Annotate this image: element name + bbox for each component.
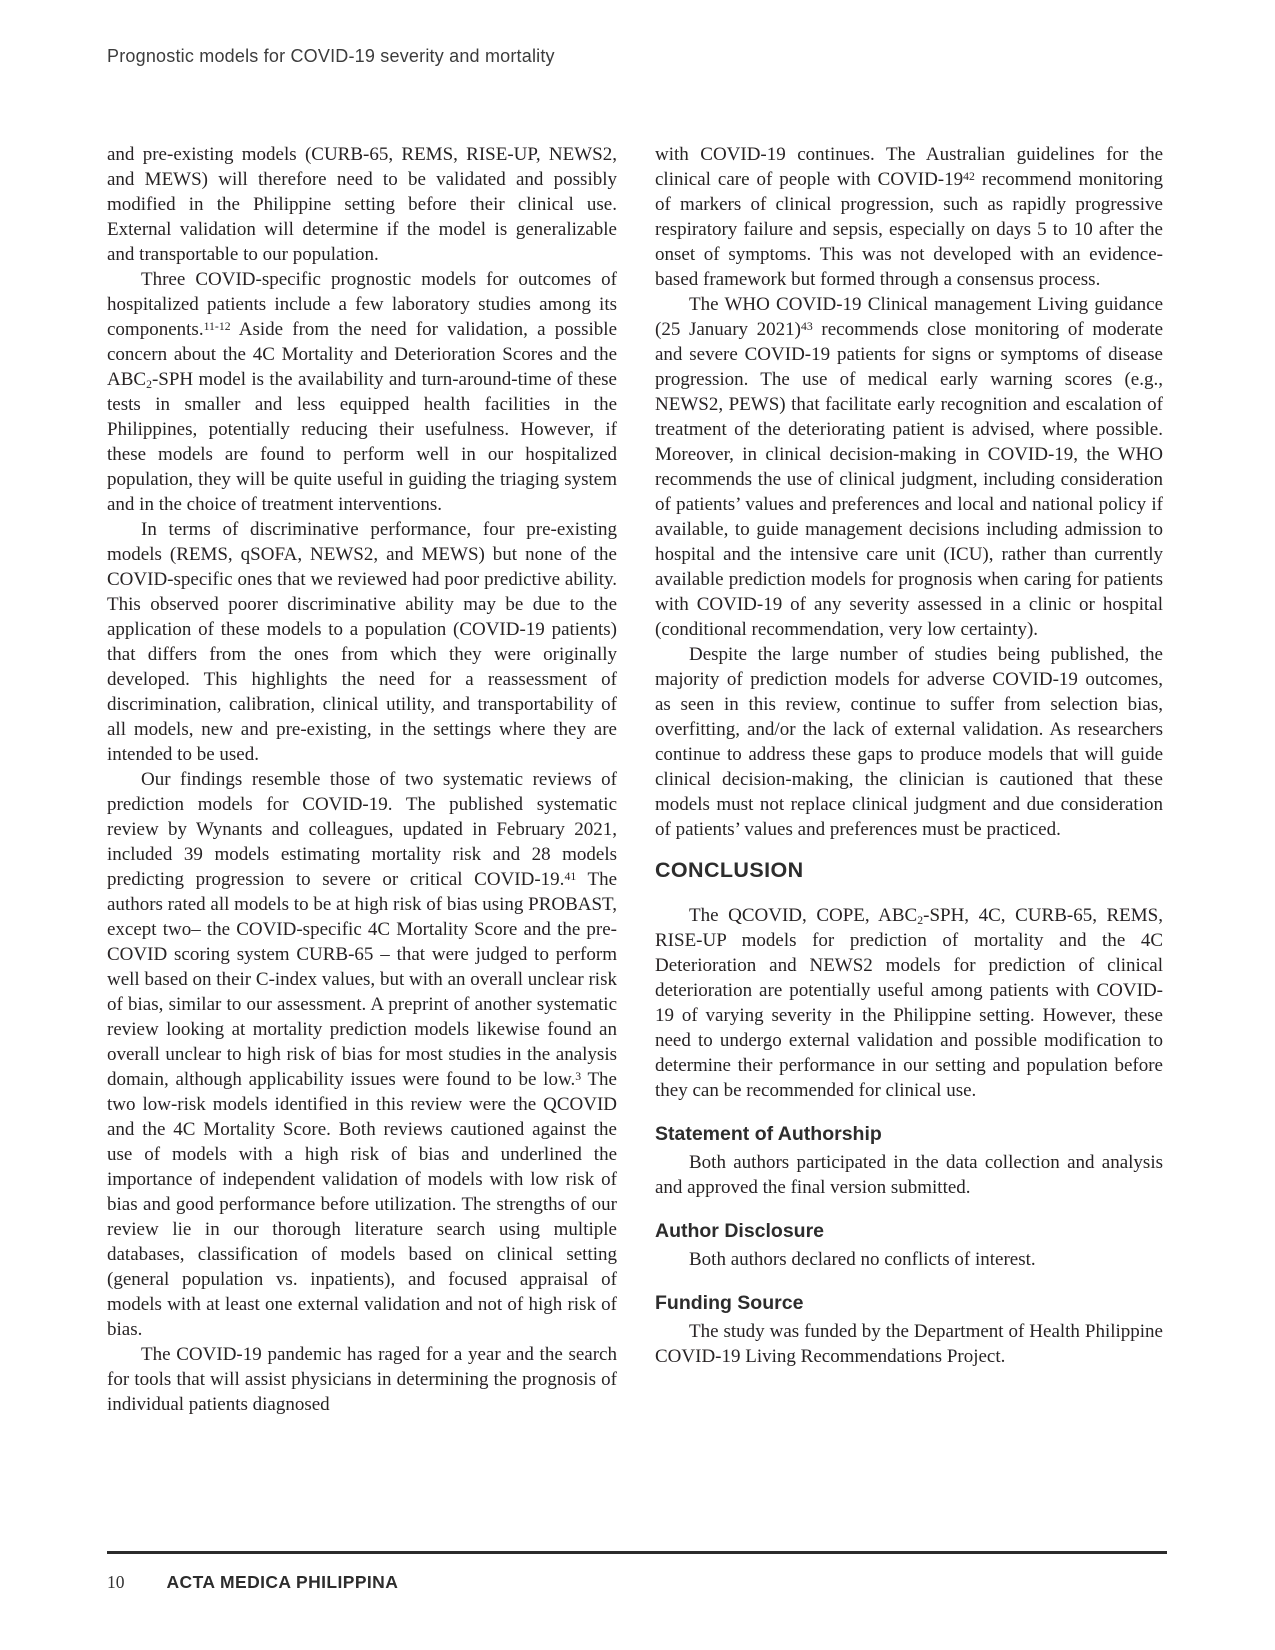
footer-rule <box>107 1551 1167 1554</box>
body-paragraph: Both authors participated in the data collection and analysis and approved the final version submitted. <box>655 1152 1163 1198</box>
heading-author-disclosure: Author Disclosure <box>655 1220 825 1242</box>
body-paragraph: The QCOVID, COPE, $ABC_2$-SPH, 4C, CURB-65, REMS, RISE-UP models for prediction of mortality and the 4C Deterioration and NEWS2 models for prediction of clinical deterioration are potentially useful among patients with COVID-19 of varying severity in the Philippine setting. However, these need to undergo external validation and possible modification to determine their performance in our setting and population before they can be recommended for clinical use. <box>655 905 1163 1101</box>
citation-superscript: 41 <box>564 869 577 883</box>
left-column <box>107 142 617 1417</box>
heading-conclusion: CONCLUSION <box>655 858 804 882</box>
chemical-subscript: 2 <box>917 913 924 927</box>
page-footer <box>107 1572 398 1593</box>
body-paragraph: The study was funded by the Department of Health Philippine COVID-19 Living Recommendations Project. <box>655 1321 1163 1367</box>
citation-superscript: 42 <box>963 169 975 183</box>
right-column <box>655 142 1163 1369</box>
journal-name: ACTA MEDICA PHILIPPINA <box>166 1572 399 1592</box>
body-paragraph: Our findings resemble those of two systematic reviews of prediction models for COVID-19. The published systematic review by Wynants and colleagues, updated in February 2021, included 39 models estimating mortality risk and 28 models predicting progression to severe or critical COVID-19.41 The authors rated all models to be at high risk of bias using PROBAST, except two– the COVID-specific 4C Mortality Score and the pre-COVID scoring system CURB-65 – that were judged to perform well based on their C-index values, but with an overall unclear risk of bias, similar to our assessment. A preprint of another systematic review looking at mortality prediction models likewise found an overall unclear to high risk of bias for most studies in the analysis domain, although applicability issues were found to be low.$^3$ The two low-risk models identified in this review were the QCOVID and the 4C Mortality Score. Both reviews cautioned against the use of models with a high risk of bias and underlined the importance of independent validation of models with low risk of bias and good performance before utilization. The strengths of our review lie in our thorough literature search using multiple databases, classification of models based on clinical setting (general population vs. inpatients), and focused appraisal of models with at least one external validation and not of high risk of bias. <box>107 769 618 1340</box>
body-paragraph: and pre-existing models (CURB-65, REMS, RISE-UP, NEWS2, and MEWS) will therefore need to be validated and possibly modified in the Philippine setting before their clinical use. External validation will determine if the model is generalizable and transportable to our population. <box>107 144 617 265</box>
citation-superscript: 3 <box>575 1069 582 1083</box>
body-paragraph: with COVID-19 continues. The Australian guidelines for the clinical care of people with COVID-$19^{42}$ recommend monitoring of markers of clinical progression, such as rapidly progressive respiratory failure and sepsis, especially on days 5 to 10 after the onset of symptoms. This was not developed with an evidence-based framework but formed through a consensus process. <box>655 144 1163 290</box>
body-paragraph: The WHO COVID-19 Clinical management Living guidance (25 January 2021)$^{43}$ recommends close monitoring of moderate and severe COVID-19 patients for signs or symptoms of disease progression. The use of medical early warning scores (e.g., NEWS2, PEWS) that facilitate early recognition and escalation of treatment of the deteriorating patient is advised, where possible. Moreover, in clinical decision-making in COVID-19, the WHO recommends the use of clinical judgment, including consideration of patients’ values and preferences and local and national policy if available, to guide management decisions including admission to hospital and the intensive care unit (ICU), rather than currently available prediction models for prognosis when caring for patients with COVID-19 of any severity assessed in a clinic or hospital (conditional recommendation, very low certainty). <box>655 294 1163 640</box>
citation-superscript: 11-12 <box>203 319 231 333</box>
page-number: 10 <box>107 1572 125 1592</box>
heading-statement-of-authorship: Statement of Authorship <box>655 1123 882 1145</box>
body-paragraph: Both authors declared no conflicts of interest. <box>689 1249 1036 1270</box>
citation-superscript: 43 <box>801 319 813 333</box>
body-paragraph: The COVID-19 pandemic has raged for a year and the search for tools that will assist physicians in determining the prognosis of individual patients diagnosed <box>107 1344 617 1415</box>
body-paragraph: Despite the large number of studies being published, the majority of prediction models for adverse COVID-19 outcomes, as seen in this review, continue to suffer from selection bias, overfitting, and/or the lack of external validation. As researchers continue to address these gaps to produce models that will guide clinical decision-making, the clinician is cautioned that these models must not replace clinical judgment and due consideration of patients’ values and preferences must be practiced. <box>655 644 1163 840</box>
body-paragraph: Three COVID-specific prognostic models for outcomes of hospitalized patients include a few laboratory studies among its components.$^{11-12}$ Aside from the need for validation, a possible concern about the 4C Mortality and Deterioration Scores and the $ABC_2$-SPH model is the availability and turn-around-time of these tests in smaller and less equipped health facilities in the Philippines, potentially reducing their usefulness. However, if these models are found to perform well in our hospitalized population, they will be quite useful in guiding the triaging system and in the choice of treatment interventions. <box>107 269 617 515</box>
chemical-subscript: 2 <box>146 377 152 391</box>
heading-funding-source: Funding Source <box>655 1292 804 1314</box>
body-paragraph: In terms of discriminative performance, four pre-existing models (REMS, qSOFA, NEWS2, and MEWS) but none of the COVID-specific ones that we reviewed had poor predictive ability. This observed poorer discriminative ability may be due to the application of these models to a population (COVID-19 patients) that differs from the ones from which they were originally developed. This highlights the need for a reassessment of discrimination, calibration, clinical utility, and transportability of all models, new and pre-existing, in the settings where they are intended to be used. <box>107 519 617 765</box>
running-head: Prognostic models for COVID-19 severity and mortality <box>107 46 555 66</box>
